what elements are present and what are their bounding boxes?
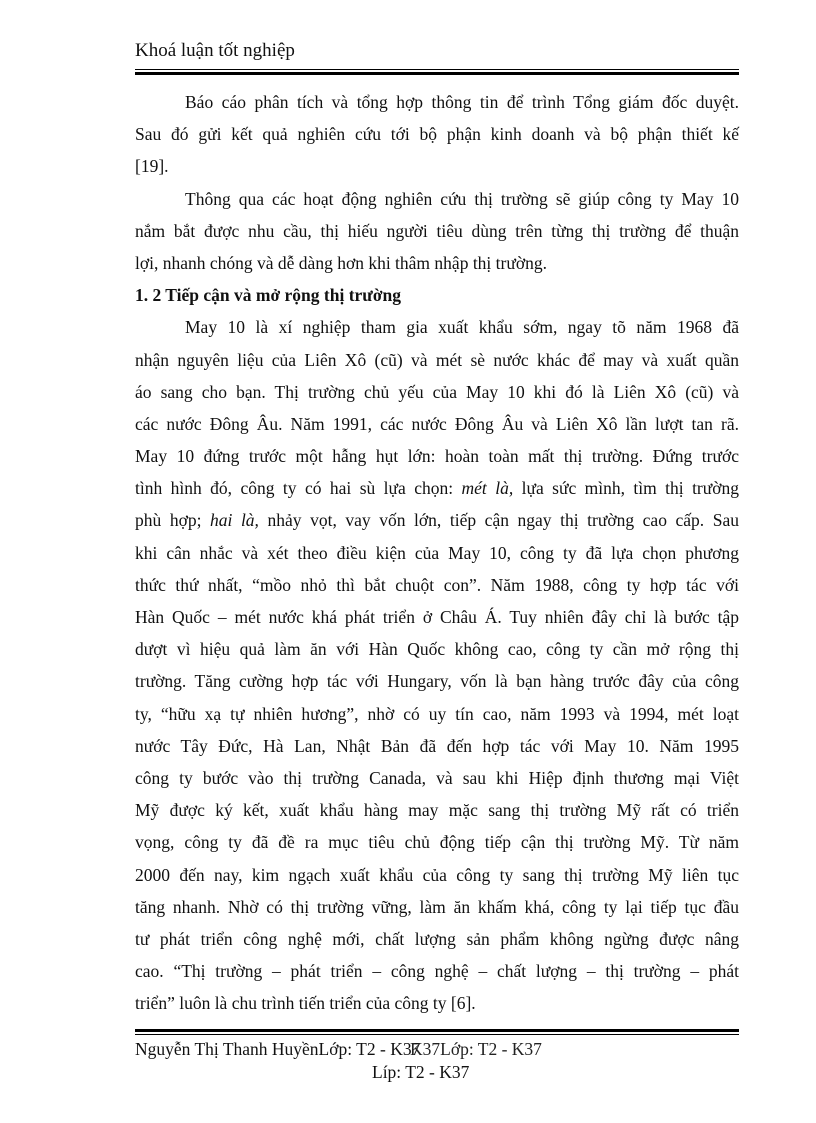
text-line: nước Tây Đức, Hà Lan, Nhật Bản đã đến hợp tác với May 10. Năm 1995 — [135, 735, 739, 756]
paragraph-3 — [135, 311, 739, 1019]
paragraph-1 — [135, 86, 739, 183]
text-line: [19]. — [135, 156, 169, 177]
text-line — [135, 472, 739, 504]
text-line: Thông qua các hoạt động nghiên cứu thị trường sẽ giúp công ty May 10 — [185, 188, 739, 209]
text-line — [135, 504, 739, 536]
text-line: cao. “Thị trường – phát triển – công nghệ – chất lượng – thị trường – phát — [135, 961, 739, 982]
text-line: nhận nguyên liệu của Liên Xô (cũ) và mét sè nước khác để may và xuất quần — [135, 349, 739, 370]
footer-overlap-text: K37Lớp: T2 - K37 — [410, 1039, 542, 1059]
text-line: vọng, công ty đã đề ra mục tiêu chủ động tiếp cận thị trường Mỹ. Từ năm — [135, 832, 739, 853]
text-line: áo sang cho bạn. Thị trường chủ yếu của May 10 khi đó là Liên Xô (cũ) và — [135, 381, 739, 402]
text-line: trường. Tăng cường hợp tác với Hungary, vốn là bạn hàng trước đây của công — [135, 671, 739, 692]
text-line: triển” luôn là chu trình tiến triển của công ty [6]. — [135, 993, 476, 1014]
text-line: Sau đó gửi kết quả nghiên cứu tới bộ phận kinh doanh và bộ phận thiết kế — [135, 124, 739, 145]
footer-rule-thick — [135, 1029, 739, 1032]
header-rule-thin — [135, 69, 739, 70]
footer-author-class: Nguyễn Thị Thanh HuyềnLớp: T2 - K37 — [135, 1039, 421, 1059]
page-body — [135, 86, 739, 1019]
header-rule-thick — [135, 72, 739, 75]
text-line: Báo cáo phân tích và tổng hợp thông tin để trình Tổng giám đốc duyệt. — [185, 92, 739, 112]
footer-class: Líp: T2 - K37 — [372, 1062, 470, 1082]
italic-phrase: hai là, — [210, 510, 259, 531]
text-line: May 10 đứng trước một hẫng hụt lớn: hoàn toàn mất thị trường. Đứng trước — [135, 446, 739, 467]
text-line: các nước Đông Âu. Năm 1991, các nước Đông Âu và Liên Xô lần lượt tan rã. — [135, 413, 739, 434]
text-line: công ty bước vào thị trường Canada, và sau khi Hiệp định thương mại Việt — [135, 767, 739, 788]
text-line: nắm bắt được nhu cầu, thị hiếu người tiêu dùng trên từng thị trường để thuận — [135, 220, 739, 241]
text-line: dượt vì hiệu quả làm ăn với Hàn Quốc không cao, công ty cần mở rộng thị — [135, 639, 739, 660]
text-line: Mỹ được ký kết, xuất khẩu hàng may mặc sang thị trường Mỹ rất có triển — [135, 800, 739, 821]
footer-rule-thin — [135, 1034, 739, 1035]
text-line: thức thứ nhất, “mồo nhỏ thì bắt chuột con”. Năm 1988, công ty hợp tác với — [135, 574, 739, 595]
italic-phrase: mét là, — [461, 478, 514, 499]
text-line: May 10 là xí nghiệp tham gia xuất khẩu sớm, ngay tõ năm 1968 đã — [185, 317, 739, 338]
paragraph-2 — [135, 183, 739, 280]
text-run: phù hợp; — [135, 510, 211, 531]
text-run: nhảy vọt, vay vốn lớn, tiếp cận ngay thị trường cao cấp. Sau — [258, 510, 739, 531]
text-line: 2000 đến nay, kim ngạch xuất khẩu của công ty sang thị trường Mỹ liên tục — [135, 864, 739, 885]
text-run: tình hình đó, công ty có hai sù lựa chọn: — [135, 478, 462, 499]
text-line: tư phát triển công nghệ mới, chất lượng sản phẩm không ngừng được nâng — [135, 928, 739, 949]
header-title: Khoá luận tốt nghiệp — [135, 40, 295, 61]
text-line: tăng nhanh. Nhờ có thị trường vững, làm ăn khấm khá, công ty lại tiếp tục đầu — [135, 896, 739, 917]
section-heading: 1. 2 Tiếp cận và mở rộng thị trường — [135, 285, 401, 306]
text-line: khi cân nhắc và xét theo điều kiện của May 10, công ty đã lựa chọn phương — [135, 542, 739, 563]
text-run: lựa sức mình, tìm thị trường — [513, 478, 739, 499]
text-line: ty, “hữu xạ tự nhiên hương”, nhờ có uy tín cao, năm 1993 và 1994, mét loạt — [135, 703, 739, 724]
text-line: lợi, nhanh chóng và dễ dàng hơn khi thâm nhập thị trường. — [135, 252, 547, 273]
text-line: Hàn Quốc – mét nước khá phát triển ở Châu Á. Tuy nhiên đây chỉ là bước tập — [135, 607, 739, 627]
